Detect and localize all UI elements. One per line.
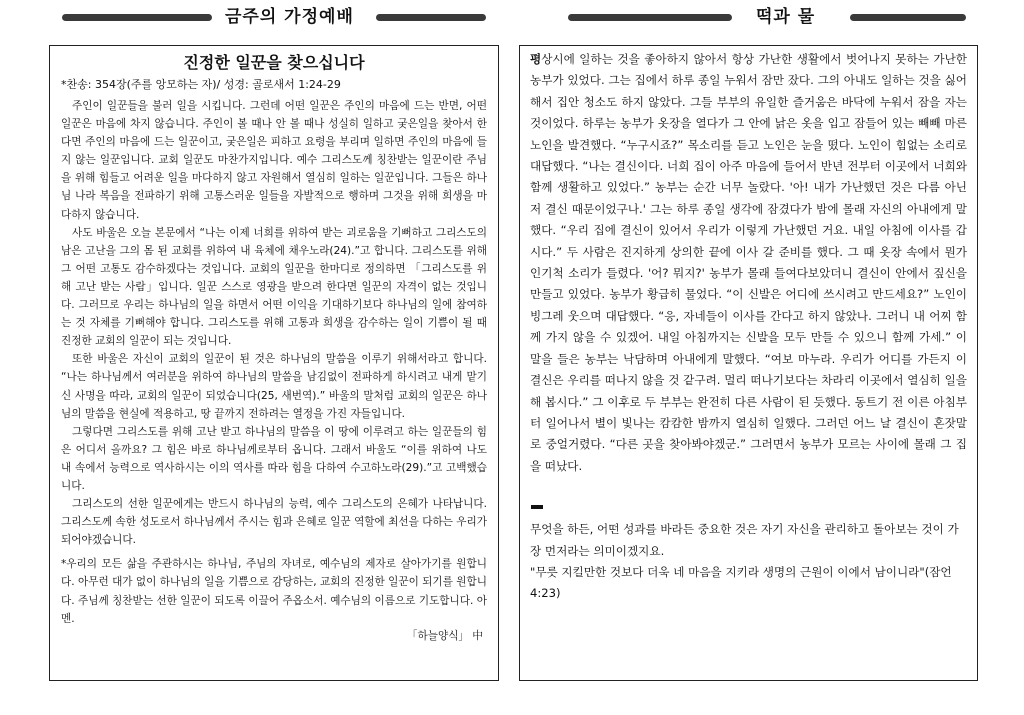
sermon-source: 「하늘양식」 中 bbox=[406, 629, 483, 642]
story-box bbox=[519, 45, 978, 681]
sermon-box bbox=[49, 45, 499, 681]
story-verse: "무릇 지킬만한 것보다 더욱 네 마음을 지키라 생명의 근원이 이에서 남이니라"(잠언 4:23) bbox=[530, 564, 952, 601]
sermon-prayer: *우리의 모든 삶을 주관하시는 하나님, 주님의 자녀로, 예수님의 제자로 살아가기를 원합니다. 아무런 대가 없이 하나님의 일을 기쁨으로 감당하는, 교회의 진정한 일꾼이 되기를 원합니다. 주님께 칭찬받는 선한 일꾼이 되도록 이끌어 주옵소서. 예수님의 이름으로 기도합니다. 아멘. bbox=[61, 558, 487, 625]
separator-mark bbox=[531, 505, 543, 509]
story-first-word: 평 bbox=[530, 52, 542, 66]
right-header-title: 떡과 물 bbox=[756, 7, 816, 27]
sermon-paragraph: 그리스도의 선한 일꾼에게는 반드시 하나님의 능력, 예수 그리스도의 은혜가 나타납니다. 그리스도께 속한 성도로서 하나님께서 주시는 힘과 은혜로 일꾼 역할에 최선을 다하는 우리가 되어야겠습니다. bbox=[61, 498, 487, 547]
right-header-bar-right bbox=[850, 14, 966, 21]
sermon-paragraph: 그렇다면 그리스도를 위해 고난 받고 하나님의 말씀을 이 땅에 이루려고 하는 일꾼들의 힘은 어디서 올까요? 그 힘은 바로 하나님께로부터 옵니다. 그래서 바울도 “이를 위하여 나도 내 속에서 능력으로 역사하시는 이의 역사를 따라 힘을 다하여 수고하노라(29).”고 고백했습니다. bbox=[61, 425, 487, 492]
left-header-bar-right bbox=[376, 14, 486, 21]
left-header-bar-left bbox=[62, 14, 212, 21]
sermon-paragraph: 사도 바울은 오늘 본문에서 “나는 이제 너희를 위하여 받는 괴로움을 기뻐하고 그리스도의 남은 고난을 그의 몸 된 교회를 위하여 내 육체에 채우노라(24).”고 합니다. 그리스도를 위해 그 어떤 고통도 감수하겠다는 것입니다. 교회의 일꾼을 한마디로 정의하면 「그리스도를 위해 고난 받는 사람」입니다. 일꾼 스스로 영광을 받으려 한다면 일꾼의 자격이 없는 것입니다. 그러므로 우리는 하나님의 일을 하면서 어떤 이익을 기대하기보다 하나님의 일에 참여하는 것 자체를 기뻐해야 합니다. 그리스도를 위해 고통과 희생을 감수하는 일이 기쁨이 될 때 진정한 교회의 일꾼이 되는 것입니다. bbox=[61, 226, 487, 348]
right-header-bar-left bbox=[568, 14, 732, 21]
sermon-title: 진정한 일꾼을 찾으십니다 bbox=[183, 53, 365, 72]
story-body bbox=[530, 49, 967, 477]
sermon-paragraph: 또한 바울은 자신이 교회의 일꾼이 된 것은 하나님의 말씀을 이루기 위해서라고 합니다. “나는 하나님께서 여러분을 위하여 하나님의 말씀을 남김없이 전파하게 하시려고 내게 맡기신 사명을 따라, 교회의 일꾼이 되었습니다(25, 새번역).” 바울의 말처럼 교회의 일꾼은 하나님의 말씀을 현실에 적용하고, 땅 끝까지 전하려는 열정을 가진 자들입니다. bbox=[61, 353, 487, 420]
sermon-paragraph: 주인이 일꾼들을 불러 일을 시킵니다. 그런데 어떤 일꾼은 주인의 마음에 드는 반면, 어떤 일꾼은 마음에 차지 않습니다. 주인이 볼 때나 안 볼 때나 성실히 일하고 궂은일을 찾아서 한다면 주인의 마음에 드는 일꾼이고, 궂은일은 피하고 요령을 부리며 일하면 주인의 마음에 들지 않는 일꾼입니다. 교회 일꾼도 마찬가지입니다. 예수 그리스도께 칭찬받는 일꾼이란 주님을 위해 힘들고 어려운 일을 마다하지 않고 자원해서 열심히 일하는 일꾼입니다. 그들은 하나님 나라 복음을 전파하기 위해 고통스러운 일들을 자발적으로 행하며 그것을 위해 희생을 마다하지 않습니다. bbox=[61, 100, 487, 221]
sermon-meta: *찬송: 354장(주를 앙모하는 자)/ 성경: 골로새서 1:24-29 bbox=[61, 78, 341, 91]
story-reflection: 무엇을 하든, 어떤 성과를 바라든 중요한 것은 자기 자신을 관리하고 돌아보는 것이 가장 먼저라는 의미이겠지요. bbox=[530, 522, 959, 558]
story-text: 상시에 일하는 것을 좋아하지 않아서 항상 가난한 생활에서 벗어나지 못하는 가난한 농부가 있었다. 그는 집에서 하루 종일 누워서 잠만 잤다. 그의 아내도 일하는 것을 싫어해서 집안 청소도 하지 않았다. 그들 부부의 유일한 즐거움은 바닥에 누워서 잠을 자는 것이었다. 하루는 농부가 옷장을 열다가 그 안에 낡은 옷을 입고 잠들어 있는 빼빼 마른 노인을 발견했다. “누구시죠?” 목소리를 듣고 노인은 눈을 떴다. 노인이 힘없는 소리로 대답했다. “나는 결신이다. 너희 집이 아주 마음에 들어서 반년 전부터 이곳에서 너희와 함께 생활하고 있었다.” 농부는 순간 너무 놀랐다. '아! 내가 가난했던 것은 다름 아닌 저 결신 때문이었구나.' 그는 하루 종일 생각에 잠겼다가 밤에 몰래 자신의 아내에게 말했다. “우리 집에 결신이 있어서 우리가 이렇게 가난했던 거요. 내일 아침에 이사를 갑시다.” 두 사람은 진지하게 상의한 끝에 이사 갈 준비를 했다. 그 때 옷장 속에서 뭔가 인기척 소리가 들렸다. '어? 뭐지?' 농부가 몰래 들여다보았더니 결신이 안에서 짚신을 만들고 있었다. 농부가 황급히 물었다. “이 신발은 어디에 쓰시려고 만드세요?” 노인이 빙그레 웃으며 대답했다. “응, 자네들이 이사를 간다고 하지 않았나. 그러니 내 어찌 함께 가지 않을 수 있겠어. 내일 아침까지는 신발을 모두 만들 수 있으니 함께 가세.” 이 말을 들은 농부는 낙담하며 아내에게 말했다. “여보 마누라. 우리가 어디를 가든지 이 결신은 우리를 떠나지 않을 것 같구려. 멀리 떠나기보다는 차라리 이곳에서 열심히 일을 해 봅시다.” 그 이후로 두 부부는 완전히 다른 사람이 된 듯했다. 동트기 전 이른 아침부터 일어나서 별이 빛나는 캄캄한 밤까지 열심히 일했다. 그러던 어느 날 결신이 혼잣말로 중얼거렸다. “다른 곳을 찾아봐야겠군.” 그러면서 농부가 모르는 사이에 몰래 그 집을 떠났다. bbox=[530, 52, 967, 473]
left-header-title: 금주의 가정예배 bbox=[225, 7, 354, 27]
